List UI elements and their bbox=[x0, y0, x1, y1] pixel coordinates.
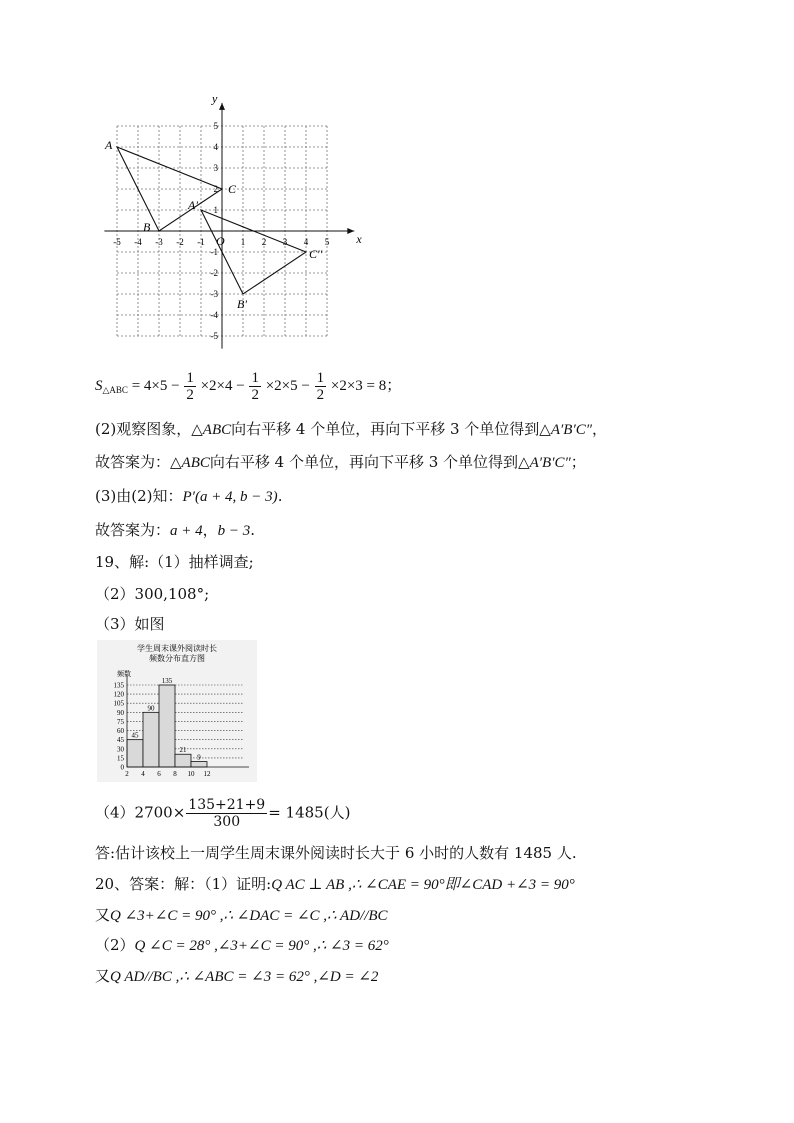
y-tick-label: -4 bbox=[210, 310, 218, 320]
x-tick-label: 5 bbox=[324, 237, 330, 247]
origin-label: O bbox=[216, 234, 225, 248]
axes bbox=[104, 103, 354, 349]
chart-y-tick: 90 bbox=[117, 708, 124, 717]
chart-bar bbox=[175, 754, 191, 767]
chart-bar bbox=[127, 740, 143, 767]
p19-part4: （4）2700× $\frac{135+21+9}{300}$ = 1485(人) bbox=[95, 797, 351, 830]
y-tick-label: 3 bbox=[213, 163, 218, 173]
chart-x-tick: 4 bbox=[141, 770, 145, 778]
chart-y-tick: 75 bbox=[117, 717, 124, 726]
chart-y-tick: 135 bbox=[113, 681, 124, 690]
y-tick-label: 4 bbox=[213, 142, 218, 152]
x-tick-label: -5 bbox=[113, 237, 121, 247]
p20-part2-line1: （2）Q ∠C = 28° ,∠3+∠C = 90° ,∴ ∠3 = 62° bbox=[95, 936, 389, 954]
x-axis-arrow bbox=[347, 228, 354, 234]
chart-ylabel: 频数 bbox=[117, 670, 131, 678]
q3-answer-line: 故答案为：a + 4，b − 3. bbox=[95, 521, 256, 539]
chart-value-label: 90 bbox=[147, 704, 155, 713]
chart-x-tick: 8 bbox=[173, 770, 177, 778]
y-tick-label: 2 bbox=[213, 184, 218, 194]
area-formula: $S_{\triangle ABC} = 4\times 5$ − $\frac{1}{2}$ ×2×4 − $\frac{1}{2}$ ×2×5 − $\frac{1}{2}$ ×2×3 = 8； bbox=[95, 370, 402, 403]
q3-line: (3)由(2)知：P′(a + 4, b − 3). bbox=[95, 487, 283, 505]
p19-answer: 答:估计该校上一周学生周末课外阅读时长大于 6 小时的人数有 1485 人. bbox=[95, 844, 577, 862]
chart-bar bbox=[143, 712, 159, 767]
p20-part1-line1: 20、答案：解：（1）证明:Q AC ⊥ AB ,∴ ∠CAE = 90°即∠CAD +∠3 = 90° bbox=[95, 875, 575, 893]
y-tick-label: -2 bbox=[210, 268, 218, 278]
chart-x-tick: 2 bbox=[125, 770, 129, 778]
vertex-label: B' bbox=[237, 297, 247, 311]
chart-y-tick: 105 bbox=[113, 699, 124, 708]
vertex-label: A bbox=[105, 138, 113, 152]
x-axis-label: x bbox=[356, 232, 362, 246]
vertex-label: C'' bbox=[309, 247, 323, 261]
p19-part2: （2）300,108°; bbox=[95, 585, 210, 603]
chart-subtitle: 频数分布直方图 bbox=[149, 654, 205, 663]
chart-y-tick: 0 bbox=[120, 763, 124, 772]
p20-part1-line2: 又Q ∠3+∠C = 90° ,∴ ∠DAC = ∠C ,∴ AD//BC bbox=[95, 906, 388, 924]
y-tick-label: -5 bbox=[210, 331, 218, 341]
histogram-chart bbox=[97, 640, 257, 782]
chart-value-label: 45 bbox=[131, 731, 139, 740]
chart-bar bbox=[191, 762, 207, 767]
chart-title: 学生周末课外阅读时长 bbox=[137, 644, 217, 653]
chart-value-label: 9 bbox=[197, 753, 201, 762]
y-tick-label: 1 bbox=[213, 205, 218, 215]
chart-y-tick: 15 bbox=[117, 754, 124, 763]
q2-observe-line: (2)观察图象，△ABC向右平移 4 个单位，再向下平移 3 个单位得到△A′B′C″， bbox=[95, 420, 607, 438]
x-tick-label: -1 bbox=[197, 237, 205, 247]
x-tick-label: 3 bbox=[282, 237, 288, 247]
chart-bar bbox=[159, 685, 175, 767]
x-tick-label: 4 bbox=[303, 237, 309, 247]
x-tick-label: -4 bbox=[134, 237, 142, 247]
chart-value-label: 135 bbox=[161, 677, 173, 685]
x-tick-label: -2 bbox=[176, 237, 184, 247]
x-tick-label: -3 bbox=[155, 237, 163, 247]
y-tick-label: -1 bbox=[210, 247, 218, 257]
coordinate-grid-figure bbox=[90, 92, 380, 362]
chart-y-tick: 30 bbox=[117, 745, 124, 754]
vertex-label: A' bbox=[188, 198, 198, 212]
chart-x-tick: 10 bbox=[187, 770, 195, 778]
x-tick-label: 1 bbox=[240, 237, 246, 247]
y-tick-label: 5 bbox=[213, 121, 218, 131]
chart-value-label: 21 bbox=[179, 746, 187, 755]
p20-part2-line2: 又Q AD//BC ,∴ ∠ABC = ∠3 = 62° ,∠D = ∠2 bbox=[95, 967, 379, 985]
x-tick-label: 2 bbox=[261, 237, 267, 247]
p19-part3: （3）如图 bbox=[95, 615, 165, 633]
p19-title: 19、解:（1）抽样调查; bbox=[95, 553, 254, 571]
q2-answer-line: 故答案为：△ABC向右平移 4 个单位，再向下平移 3 个单位得到△A′B′C″； bbox=[95, 453, 586, 471]
chart-x-tick: 6 bbox=[157, 770, 161, 778]
y-axis-arrow bbox=[219, 103, 225, 110]
y-axis-label: y bbox=[212, 92, 218, 106]
chart-y-tick: 45 bbox=[117, 736, 124, 745]
chart-x-tick: 12 bbox=[203, 770, 211, 778]
vertex-label: B bbox=[143, 220, 151, 234]
y-tick-label: -3 bbox=[210, 289, 218, 299]
chart-y-tick: 120 bbox=[113, 690, 124, 699]
vertex-label: C bbox=[228, 182, 237, 196]
chart-y-tick: 60 bbox=[117, 727, 124, 736]
